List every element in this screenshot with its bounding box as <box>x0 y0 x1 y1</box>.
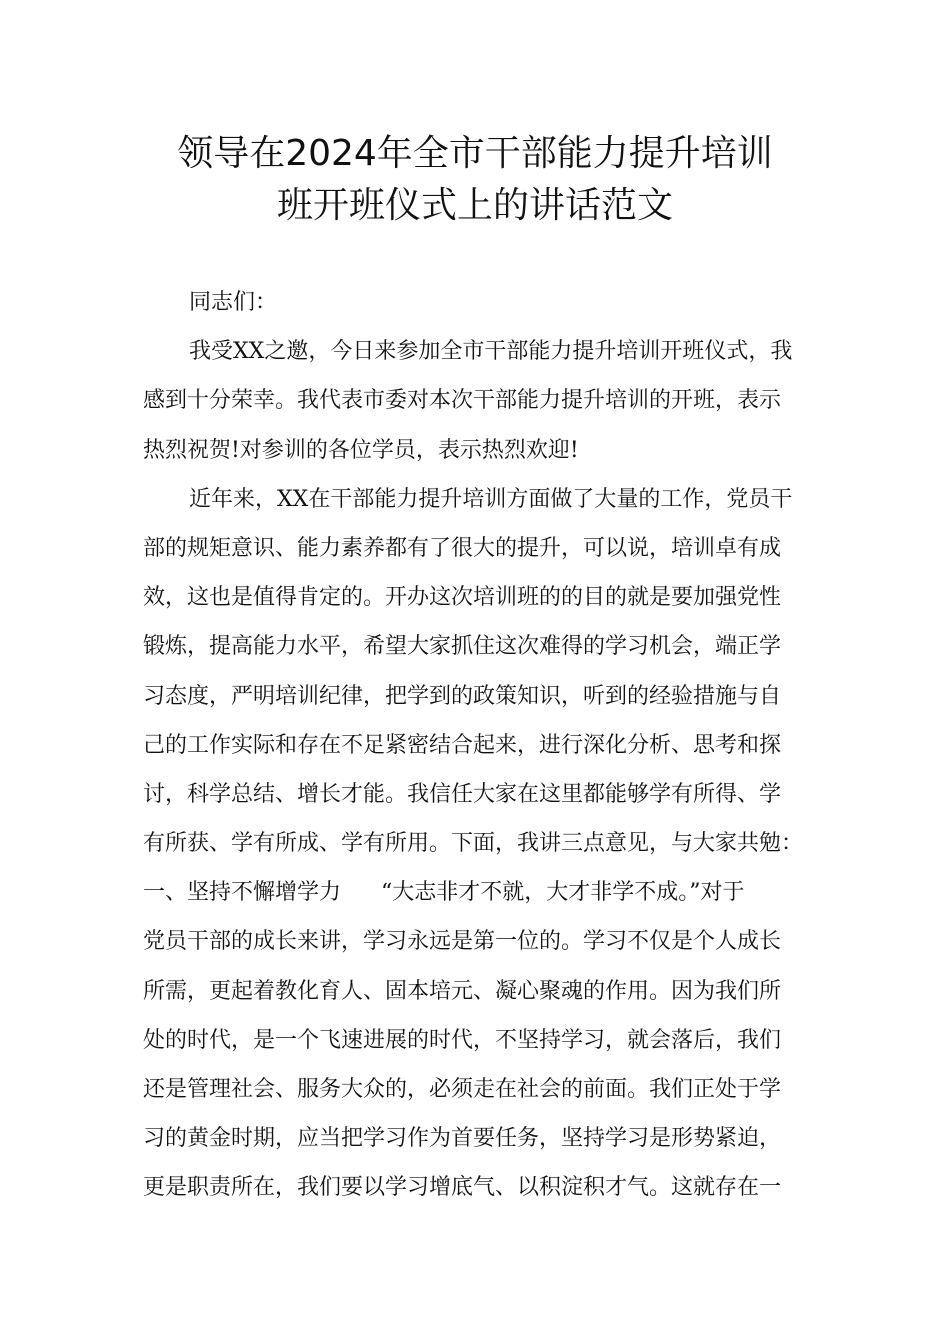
title-line-1: 领导在2024年全市干部能力提升培训 <box>177 133 773 174</box>
paragraph1-line: 热烈祝贺!对参训的各位学员，表示热烈欢迎! <box>143 437 579 463</box>
paragraph2-line: 效，这也是值得肯定的。开办这次培训班的的目的就是要加强党性 <box>143 585 782 611</box>
section1-line: 党员干部的成长来讲，学习永远是第一位的。学习不仅是个人成长 <box>143 929 782 955</box>
paragraph2-line: 讨，科学总结、增长才能。我信任大家在这里都能够学有所得、学 <box>143 781 782 807</box>
paragraph2-line: 己的工作实际和存在不足紧密结合起来，进行深化分析、思考和探 <box>143 732 782 758</box>
section1-line: 习的黄金时期，应当把学习作为首要任务，坚持学习是形势紧迫， <box>143 1126 782 1152</box>
paragraph2-line: 锻炼，提高能力水平，希望大家抓住这次难得的学习机会，端正学 <box>143 634 782 660</box>
section1-line: 还是管理社会、服务大众的，必须走在社会的前面。我们正处于学 <box>143 1077 782 1102</box>
section1-heading-line <box>143 868 823 917</box>
section1-first-line: “大志非才不就，大才非学不成。”对于 <box>381 880 745 906</box>
section1-heading: 一、坚持不懈增学力 <box>143 880 342 906</box>
paragraph1-line: 我受XX之邀，今日来参加全市干部能力提升培训开班仪式，我 <box>189 339 793 365</box>
paragraph2-line: 近年来，XX在干部能力提升培训方面做了大量的工作，党员干 <box>189 486 793 512</box>
section1-line: 所需，更起着教化育人、固本培元、凝心聚魂的作用。因为我们所 <box>143 978 782 1004</box>
section1-line: 更是职责所在，我们要以学习增底气、以积淀积才气。这就存在一 <box>143 1175 782 1201</box>
section1-line: 处的时代，是一个飞速进展的时代，不坚持学习，就会落后，我们 <box>143 1027 782 1053</box>
salutation: 同志们： <box>189 290 278 315</box>
paragraph2-line: 习态度，严明培训纪律，把学到的政策知识，听到的经验措施与自 <box>143 683 782 709</box>
paragraph1-line: 感到十分荣幸。我代表市委对本次干部能力提升培训的开班，表示 <box>143 388 782 414</box>
paragraph2-line: 有所获、学有所成、学有所用。下面，我讲三点意见，与大家共勉： <box>143 831 804 857</box>
paragraph2-line: 部的规矩意识、能力素养都有了很大的提升，可以说，培训卓有成 <box>143 535 782 561</box>
document-title <box>0 128 950 232</box>
document-body <box>143 278 823 1213</box>
title-line-2: 班开班仪式上的讲话范文 <box>276 185 673 226</box>
